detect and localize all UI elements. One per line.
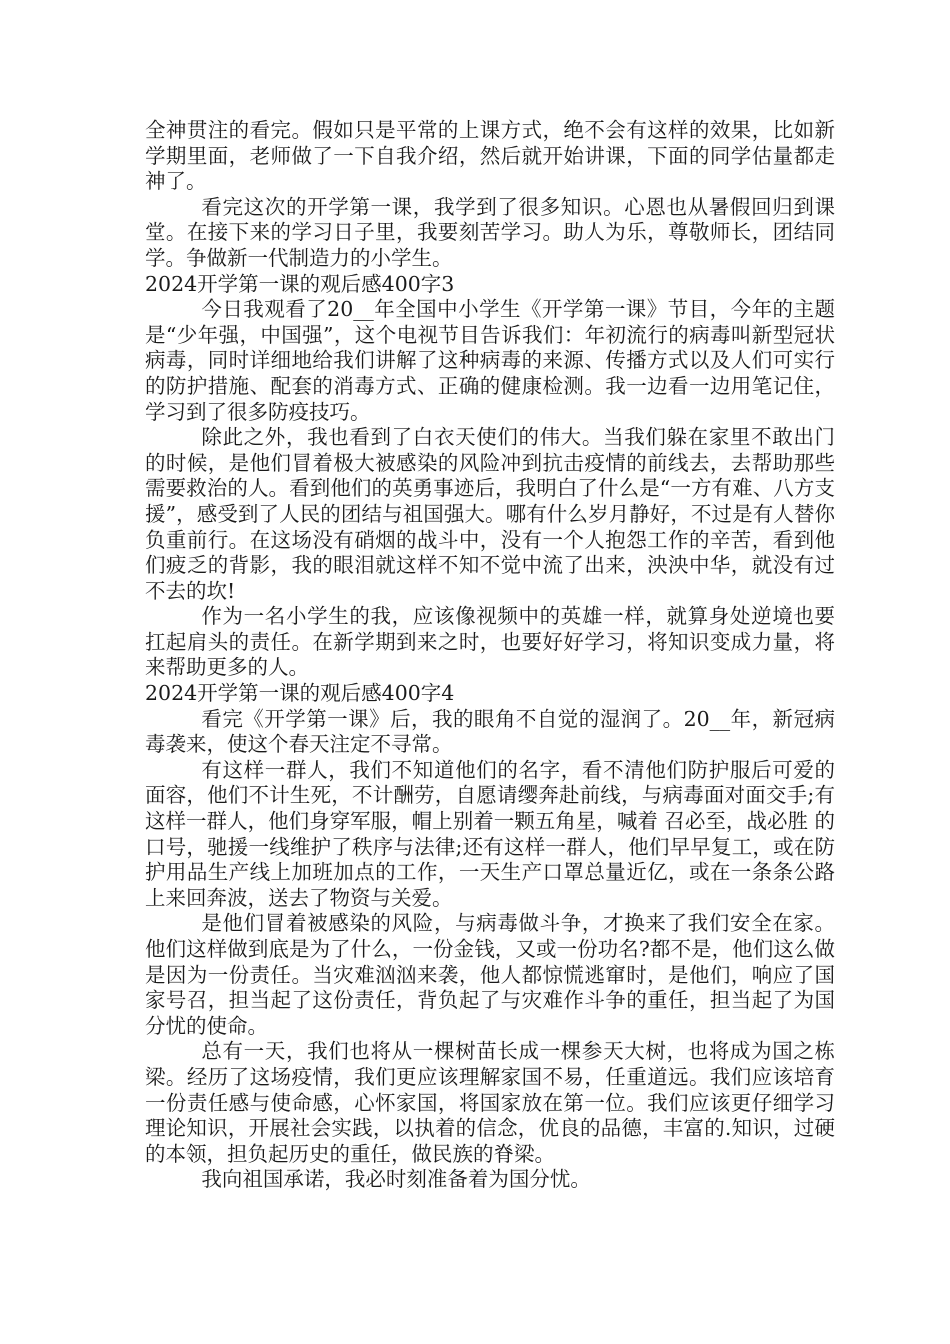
paragraph-1: 全神贯注的看完。假如只是平常的上课方式，绝不会有这样的效果，比如新学期里面，老师做了一下自我介绍，然后就开始讲课，下面的同学估量都走神了。 [145,118,835,194]
paragraph-10: 我向祖国承诺，我必时刻准备着为国分忧。 [201,1167,591,1192]
paragraph-2: 看完这次的开学第一课，我学到了很多知识。心恩也从暑假回归到课堂。在接下来的学习日子里，我要刻苦学习。助人为乐，尊敬师长，团结同学。争做新一代制造力的小学生。 [145,194,835,270]
section-heading-3: 2024开学第一课的观后感400字3 [145,271,455,296]
paragraph-7: 有这样一群人，我们不知道他们的名字，看不清他们防护服后可爱的面容，他们不计生死，不计酬劳，自愿请缨奔赴前线，与病毒面对面交手;有这样一群人，他们身穿军服，帽上别着一颗五角星，喊着 召必至，战必胜 的口号，驰援一线维护了秩序与法律;还有这样一群人，他们早早复工，或在防护用品生产线上加班加点的工作，一天生产口罩总量近亿，或在一条条公路上来回奔波，送去了物资与关爱。 [145,757,835,910]
paragraph-4: 除此之外，我也看到了白衣天使们的伟大。当我们躲在家里不敢出门的时候，是他们冒着极大被感染的风险冲到抗击疫情的前线去，去帮助那些需要救治的人。看到他们的英勇事迹后，我明白了什么是“一方有难、八方支援”，感受到了人民的团结与祖国强大。哪有什么岁月静好，不过是有人替你负重前行。在这场没有硝烟的战斗中，没有一个人抱怨工作的辛苦，看到他们疲乏的背影，我的眼泪就这样不知不觉中流了出来，泱泱中华，就没有过不去的坎! [145,425,835,603]
paragraph-9: 总有一天，我们也将从一棵树苗长成一棵参天大树，也将成为国之栋梁。经历了这场疫情，我们更应该理解家国不易，任重道远。我们应该培育一份责任感与使命感，心怀家国，将国家放在第一位。我们应该更仔细学习理论知识，开展社会实践，以执着的信念，优良的品德，丰富的.知识，过硬的本领，担负起历史的重任，做民族的脊梁。 [145,1039,835,1166]
document-page [145,118,835,1193]
paragraph-3: 今日我观看了20__年全国中小学生《开学第一课》节目，今年的主题是“少年强，中国强”，这个电视节目告诉我们：年初流行的病毒叫新型冠状病毒，同时详细地给我们讲解了这种病毒的来源、传播方式以及人们可实行的防护措施、配套的消毒方式、正确的健康检测。我一边看一边用笔记住，学习到了很多防疫技巧。 [145,297,835,424]
paragraph-5: 作为一名小学生的我，应该像视频中的英雄一样，就算身处逆境也要扛起肩头的责任。在新学期到来之时，也要好好学习，将知识变成力量，将来帮助更多的人。 [145,604,835,680]
paragraph-8: 是他们冒着被感染的风险，与病毒做斗争，才换来了我们安全在家。他们这样做到底是为了什么，一份金钱，又或一份功名?都不是，他们这么做是因为一份责任。当灾难汹汹来袭，他人都惊慌逃窜时，是他们，响应了国家号召，担当起了这份责任，背负起了与灾难作斗争的重任，担当起了为国分忧的使命。 [145,911,835,1038]
section-heading-4: 2024开学第一课的观后感400字4 [145,681,455,706]
paragraph-6: 看完《开学第一课》后，我的眼角不自觉的湿润了。20__年，新冠病毒袭来，使这个春天注定不寻常。 [145,706,835,757]
